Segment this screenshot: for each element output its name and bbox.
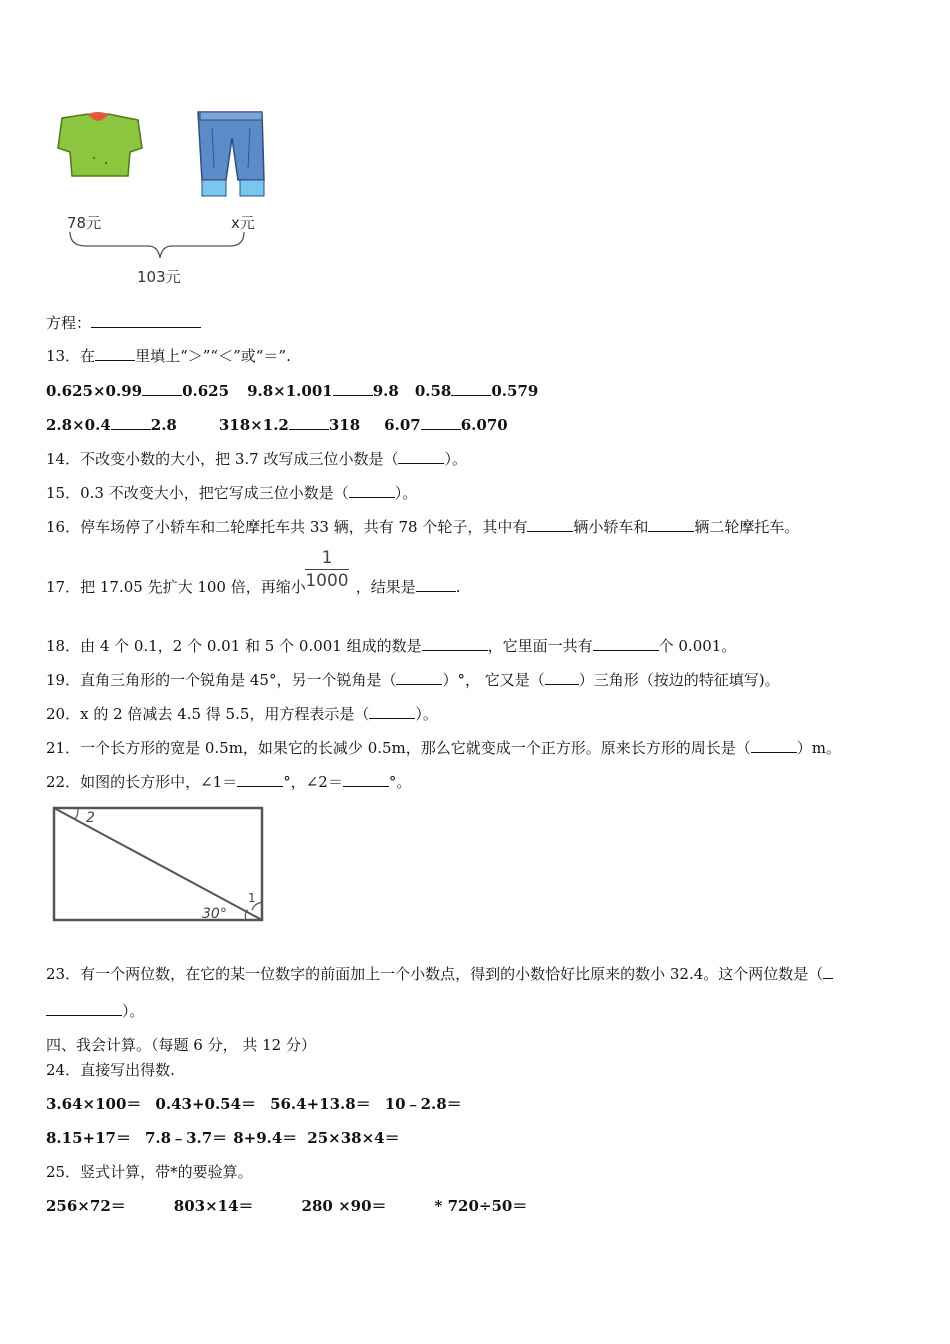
answer-blank[interactable]	[545, 669, 579, 685]
answer-blank[interactable]	[333, 380, 373, 396]
answer-blank[interactable]	[289, 414, 329, 430]
q13-row2: 2.8×0.4 2.8 318×1.2 318 6.07 6.070	[46, 416, 508, 434]
q21: 21．一个长方形的宽是 0.5m，如果它的长减少 0.5m，那么它就变成一个正方形。原来长方形的周长是（ ）m。	[46, 739, 842, 757]
rectangle-diagonal-figure	[48, 804, 270, 924]
q23: 23．有一个两位数，在它的某一位数字的前面加上一个小数点，得到的小数恰好比原来的数小 32.4。这个两位数是（	[46, 963, 833, 984]
q12-equation: 方程：	[46, 312, 201, 333]
answer-blank[interactable]	[111, 414, 151, 430]
answer-blank[interactable]	[823, 963, 833, 979]
answer-blank[interactable]	[451, 380, 491, 396]
q25-prompt: 25．竖式计算，带*的要验算。	[46, 1163, 253, 1181]
shirt-price-label: 78元	[67, 214, 102, 232]
q17: 17．把 17.05 先扩大 100 倍，再缩小 ，结果是 .	[46, 578, 461, 596]
q13-prompt: 13．在 里填上“＞”“＜”或“＝”.	[46, 347, 291, 365]
q23-cont: ）。	[46, 1000, 145, 1021]
q24-row2: 8.15+17＝ 7.8﹣3.7＝ 8+9.4＝ 25×38×4＝	[46, 1129, 400, 1147]
pants-price-label: x元	[231, 214, 255, 232]
q20: 20．x 的 2 倍减去 4.5 得 5.5，用方程表示是（ ）。	[46, 705, 438, 723]
q22: 22．如图的长方形中，∠1＝ °，∠2＝ °。	[46, 773, 412, 791]
answer-blank[interactable]	[398, 448, 444, 464]
q24-row1: 3.64×100＝ 0.43+0.54＝ 56.4+13.8＝ 10﹣2.8＝	[46, 1095, 462, 1113]
answer-blank[interactable]	[751, 737, 797, 753]
answer-blank[interactable]	[648, 516, 694, 532]
answer-blank[interactable]	[396, 669, 442, 685]
q15: 15．0.3 不改变大小，把它写成三位小数是（ ）。	[46, 484, 418, 502]
q13-row1: 0.625×0.99 0.625 9.8×1.001 9.8 0.58 0.579	[46, 382, 539, 400]
q19: 19．直角三角形的一个锐角是 45°，另一个锐角是（ ）°， 它又是（ ）三角形（按边的特征填写)。	[46, 671, 780, 689]
q16: 16．停车场停了小轿车和二轮摩托车共 33 辆，共有 78 个轮子，其中有 辆小轿车和 辆二轮摩托车。	[46, 518, 800, 536]
answer-blank[interactable]	[416, 576, 456, 592]
section-4-heading: 四、我会计算。（每题 6 分， 共 12 分）	[46, 1036, 316, 1054]
q24-prompt: 24．直接写出得数.	[46, 1061, 175, 1079]
angle-2-label: 2	[86, 810, 95, 826]
q25-items: 256×72＝ 803×14＝ 280 ×90＝ * 720÷50＝	[46, 1197, 528, 1215]
answer-blank[interactable]	[593, 635, 659, 651]
answer-blank[interactable]	[91, 312, 201, 328]
answer-blank[interactable]	[142, 380, 182, 396]
angle-1-label: 1	[248, 891, 256, 905]
answer-blank[interactable]	[369, 703, 415, 719]
brace	[70, 232, 244, 258]
q18: 18．由 4 个 0.1，2 个 0.01 和 5 个 0.001 组成的数是 ，它里面一共有 个 0.001。	[46, 637, 737, 655]
answer-blank[interactable]	[95, 345, 135, 361]
answer-blank[interactable]	[349, 482, 395, 498]
fraction-one-thousandth: 1 1000	[305, 548, 349, 591]
pants-illustration	[198, 112, 264, 196]
answer-blank[interactable]	[237, 771, 283, 787]
answer-blank[interactable]	[46, 1000, 122, 1016]
angle-30-label: 30°	[202, 906, 227, 922]
shirt-illustration	[58, 112, 142, 176]
q14: 14．不改变小数的大小，把 3.7 改写成三位小数是（ ）。	[46, 450, 467, 468]
total-price-label: 103元	[137, 268, 181, 286]
answer-blank[interactable]	[422, 635, 488, 651]
answer-blank[interactable]	[343, 771, 389, 787]
clothes-price-figure	[50, 108, 280, 290]
answer-blank[interactable]	[421, 414, 461, 430]
answer-blank[interactable]	[527, 516, 573, 532]
